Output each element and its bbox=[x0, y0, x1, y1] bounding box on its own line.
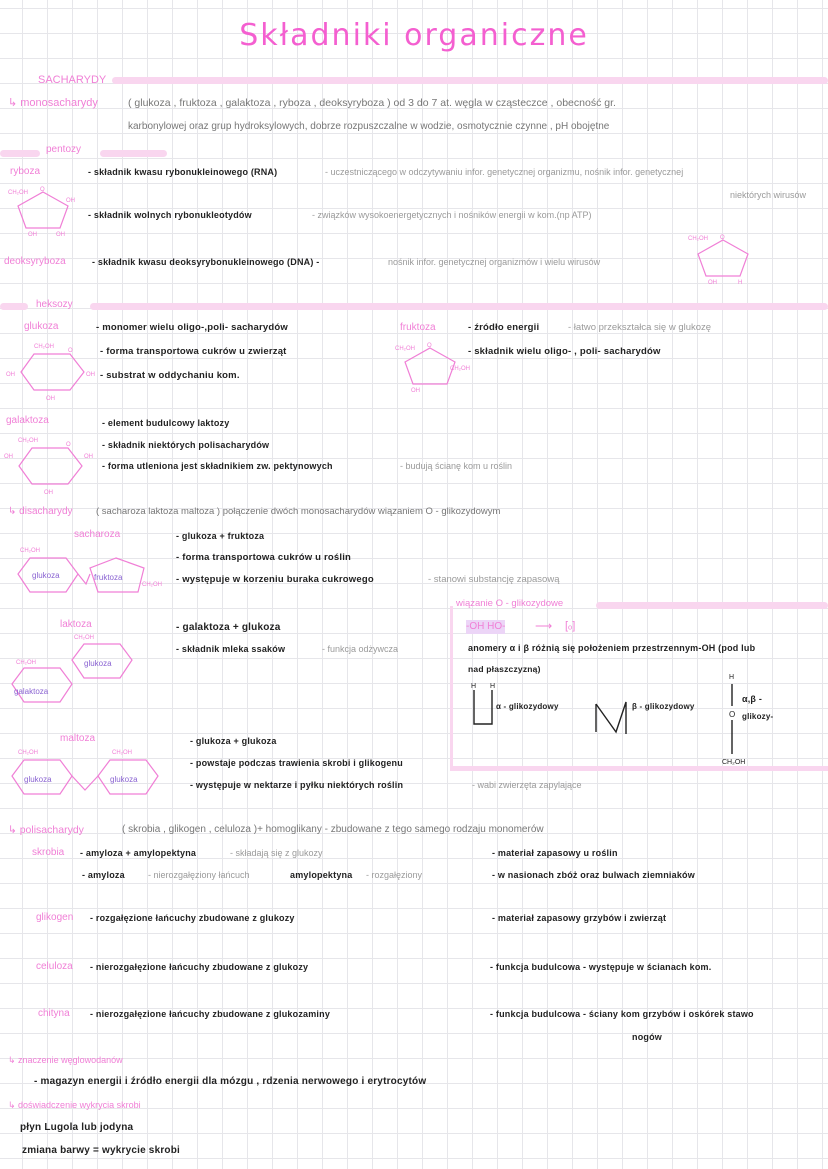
maltoza-bullet-1: - glukoza + glukoza bbox=[190, 736, 277, 746]
heading-bar-left bbox=[0, 303, 28, 310]
reaction-left: -OH HO- bbox=[466, 621, 506, 632]
skrobia-right-1: - materiał zapasowy u roślin bbox=[492, 848, 618, 858]
sucrose-structure bbox=[6, 544, 166, 606]
doswiadczenie-line-2: zmiana barwy = wykrycie skrobi bbox=[22, 1145, 181, 1156]
anomery-text-2: nad płaszczyzną) bbox=[468, 664, 541, 674]
oh-label: OH bbox=[46, 396, 55, 402]
section-heading-pentozy: pentozy bbox=[46, 144, 82, 155]
laktoza-bullet-2: - składnik mleka ssaków bbox=[176, 644, 286, 654]
ch2oh-label: CH₂OH bbox=[74, 635, 94, 641]
ch2oh-label: CH₂OH bbox=[18, 438, 38, 444]
ryboza-bullet-1: - składnik kwasu rybonukleinowego (RNA) bbox=[88, 167, 278, 177]
glikogen-bullet-1: - rozgałęzione łańcuchy zbudowane z glukozy bbox=[90, 913, 295, 923]
heading-highlight-bar bbox=[112, 77, 828, 84]
skrobia-note-2a: - nierozgałęziony łańcuch bbox=[148, 870, 250, 880]
deoxyribose-structure bbox=[688, 232, 758, 286]
h-label: H bbox=[471, 683, 477, 690]
galactose-unit-label: galaktoza bbox=[14, 687, 49, 696]
deoksyryboza-bullet-1: - składnik kwasu deoksyrybonukleinowego (DNA) - bbox=[92, 257, 320, 267]
ch2oh-label: CH₂OH bbox=[112, 750, 132, 756]
ch2oh-label: CH₂OH bbox=[450, 366, 470, 372]
ryboza-label: ryboza bbox=[10, 166, 41, 177]
h-label: H bbox=[738, 280, 743, 286]
maltoza-label: maltoza bbox=[60, 733, 96, 744]
ch2oh-label: CH₂OH bbox=[8, 190, 28, 196]
ch2oh-label: CH₂OH bbox=[142, 582, 162, 588]
oh-label: OH bbox=[28, 232, 37, 238]
anomery-text: anomery α i β różnią się położeniem przestrzennym-OH (pod lub bbox=[468, 643, 756, 653]
glucose-unit-label: glukoza bbox=[110, 775, 138, 784]
laktoza-bullet-1: - galaktoza + glukoza bbox=[176, 622, 281, 633]
znaczenie-label: ↳ znaczenie węglowodanów bbox=[8, 1055, 123, 1065]
heading-bar-left bbox=[0, 150, 40, 157]
galaktoza-bullet-2: - składnik niektórych polisacharydów bbox=[102, 440, 270, 450]
sacharoza-note-3: - stanowi substancję zapasową bbox=[428, 574, 560, 585]
galaktoza-label: galaktoza bbox=[6, 415, 49, 426]
galactose-structure bbox=[4, 436, 94, 496]
page-title: Składniki organiczne bbox=[239, 18, 589, 53]
ch2oh-label: CH₂OH bbox=[18, 750, 38, 756]
oxygen-label: O bbox=[720, 235, 725, 241]
oh-label: OH bbox=[4, 454, 13, 460]
skrobia-label: skrobia bbox=[32, 847, 65, 858]
ch2oh-label: CH₂OH bbox=[34, 344, 54, 350]
oh-label: OH bbox=[708, 280, 717, 286]
laktoza-label: laktoza bbox=[60, 619, 92, 630]
lactose-structure bbox=[4, 634, 174, 714]
fruktoza-bullet-1: - źródło energii bbox=[468, 322, 540, 333]
fructose-structure bbox=[395, 340, 470, 394]
glucose-unit-label: glukoza bbox=[24, 775, 52, 784]
glikogen-label: glikogen bbox=[36, 912, 74, 923]
sacharoza-label: sacharoza bbox=[74, 529, 121, 540]
polisacharydy-text: ( skrobia , glikogen , celuloza )+ homoglikany - zbudowane z tego samego rodzaju monomerów bbox=[122, 824, 544, 835]
oxygen-label: O bbox=[40, 187, 45, 193]
arrow-icon: ⟶ bbox=[535, 619, 553, 633]
wiazanie-heading: wiązanie O - glikozydowe bbox=[456, 598, 564, 609]
galaktoza-note-3: - budują ścianę kom u roślin bbox=[400, 461, 513, 471]
celuloza-label: celuloza bbox=[36, 961, 73, 972]
ribose-structure bbox=[8, 184, 78, 238]
skrobia-bullet-1: - amyloza + amylopektyna bbox=[80, 848, 197, 858]
skrobia-bullet-2b: amylopektyna bbox=[290, 870, 353, 880]
oh-label: OH bbox=[411, 388, 420, 394]
skrobia-note-1: - składają się z glukozy bbox=[230, 848, 323, 858]
heading-bar-right bbox=[90, 303, 828, 310]
ryboza-note-1: - uczestniczącego w odczytywaniu infor. genetycznej organizmu, nośnik infor. genetycznej bbox=[325, 167, 684, 177]
polisacharydy-label: ↳ polisacharydy bbox=[8, 824, 84, 836]
oxygen-label: O bbox=[427, 343, 432, 349]
oh-label: OH bbox=[86, 372, 95, 378]
celuloza-bullet-1: - nierozgałęzione łańcuchy zbudowane z glukozy bbox=[90, 962, 309, 972]
heading-highlight-bar bbox=[596, 602, 828, 609]
beta-label: β - glikozydowy bbox=[632, 702, 695, 711]
galaktoza-bullet-1: - element budulcowy laktozy bbox=[102, 418, 230, 428]
galaktoza-bullet-3: - forma utleniona jest składnikiem zw. pektynowych bbox=[102, 461, 333, 471]
oh-label: OH bbox=[6, 372, 15, 378]
ch2oh-label: CH₂OH bbox=[16, 660, 36, 666]
oh-label: OH bbox=[84, 454, 93, 460]
glukoza-bullet-1: - monomer wielu oligo-,poli- sacharydów bbox=[96, 322, 289, 333]
chityna-right-1: - funkcja budulcowa - ściany kom grzybów i oskórek stawo bbox=[490, 1009, 754, 1019]
glukoza-label: glukoza bbox=[24, 321, 59, 332]
h-label: H bbox=[729, 674, 735, 681]
sacharoza-bullet-2: - forma transportowa cukrów u roślin bbox=[176, 552, 352, 563]
oxygen-label: O bbox=[729, 710, 736, 719]
znaczenie-bullet-1: - magazyn energii i źródło energii dla mózgu , rdzenia nerwowego i erytrocytów bbox=[34, 1076, 427, 1087]
alpha-label: α - glikozydowy bbox=[496, 702, 559, 711]
disacharydy-label: ↳ disacharydy bbox=[8, 506, 73, 517]
glukoza-bullet-3: - substrat w oddychaniu kom. bbox=[100, 370, 240, 381]
celuloza-right-1: - funkcja budulcowa - występuje w ścianach kom. bbox=[490, 962, 712, 972]
maltoza-bullet-3: - występuje w nektarze i pyłku niektórych roślin bbox=[190, 780, 404, 790]
monosacharydy-text-2: karbonylowej oraz grup hydroksylowych, dobrze rozpuszczalne w wodzie, osmotycznie czynne , pH obojętne bbox=[128, 121, 610, 132]
sacharoza-bullet-3: - występuje w korzeniu buraka cukrowego bbox=[176, 574, 374, 585]
ch2oh-label: CH₂OH bbox=[688, 236, 708, 242]
alpha-beta-label-2: glikozy- bbox=[742, 712, 774, 721]
ryboza-bullet-2: - składnik wolnych rybonukleotydów bbox=[88, 210, 252, 220]
deoksyryboza-label: deoksyryboza bbox=[4, 256, 66, 267]
monosacharydy-label: ↳ monosacharydy bbox=[8, 97, 98, 109]
ch2oh-label: CH₂OH bbox=[395, 346, 415, 352]
oxygen-label: O bbox=[66, 442, 71, 448]
chityna-bullet-1: - nierozgałęzione łańcuchy zbudowane z glukozaminy bbox=[90, 1009, 331, 1019]
doswiadczenie-line-1: płyn Lugola lub jodyna bbox=[20, 1122, 134, 1133]
sacharoza-bullet-1: - glukoza + fruktoza bbox=[176, 531, 265, 541]
chityna-right-2: nogów bbox=[632, 1032, 662, 1042]
alpha-beta-label: α,β - bbox=[742, 694, 763, 704]
skrobia-note-2b: - rozgałęziony bbox=[366, 870, 423, 880]
ch2oh-label: CH₂OH bbox=[722, 759, 746, 766]
section-heading-sacharydy: SACHARYDY bbox=[38, 74, 107, 86]
glucose-structure bbox=[6, 342, 96, 402]
reaction-right: [ₒ] bbox=[565, 620, 576, 632]
h-label: H bbox=[490, 683, 496, 690]
heading-bar-right bbox=[100, 150, 167, 157]
oh-label: OH bbox=[44, 490, 53, 496]
deoksyryboza-note-1: nośnik infor. genetycznej organizmów i wielu wirusów bbox=[388, 257, 601, 267]
oh-label: OH bbox=[56, 232, 65, 238]
ryboza-note-2: - związków wysokoenergetycznych i nośników energii w kom.(np ATP) bbox=[312, 210, 592, 220]
skrobia-right-2: - w nasionach zbóż oraz bulwach ziemniaków bbox=[492, 870, 695, 880]
oxygen-label: O bbox=[68, 348, 73, 354]
chityna-label: chityna bbox=[38, 1008, 70, 1019]
fruktoza-label: fruktoza bbox=[400, 322, 436, 333]
ryboza-note-1b: niektórych wirusów bbox=[729, 190, 806, 200]
laktoza-note-2: - funkcja odżywcza bbox=[322, 644, 399, 654]
fruktoza-bullet-2: - składnik wielu oligo- , poli- sacharydów bbox=[468, 346, 661, 357]
doswiadczenie-label: ↳ doświadczenie wykrycia skrobi bbox=[8, 1100, 141, 1110]
section-heading-heksozy: heksozy bbox=[36, 299, 73, 310]
maltoza-note-3: - wabi zwierzęta zapylające bbox=[472, 780, 582, 790]
oh-label: OH bbox=[66, 198, 75, 204]
disacharydy-text: ( sacharoza laktoza maltoza ) połączenie dwóch monosacharydów wiązaniem O - glikozydowym bbox=[96, 506, 501, 517]
maltose-structure bbox=[4, 748, 174, 798]
fruktoza-note-1: - łatwo przekształca się w glukozę bbox=[568, 322, 712, 333]
maltoza-bullet-2: - powstaje podczas trawienia skrobi i glikogenu bbox=[190, 758, 403, 768]
glikogen-right-1: - materiał zapasowy grzybów i zwierząt bbox=[492, 913, 667, 923]
monosacharydy-text: ( glukoza , fruktoza , galaktoza , ryboza , deoksyryboza ) od 3 do 7 at. węgla w cząsteczce , obecność gr. bbox=[128, 97, 616, 109]
ch2oh-label: CH₂OH bbox=[20, 548, 40, 554]
glucose-unit-label: glukoza bbox=[84, 659, 112, 668]
skrobia-bullet-2: - amyloza bbox=[82, 870, 125, 880]
glukoza-bullet-2: - forma transportowa cukrów u zwierząt bbox=[100, 346, 287, 357]
glucose-unit-label: glukoza bbox=[32, 571, 60, 580]
fructose-unit-label: fruktoza bbox=[94, 573, 123, 582]
